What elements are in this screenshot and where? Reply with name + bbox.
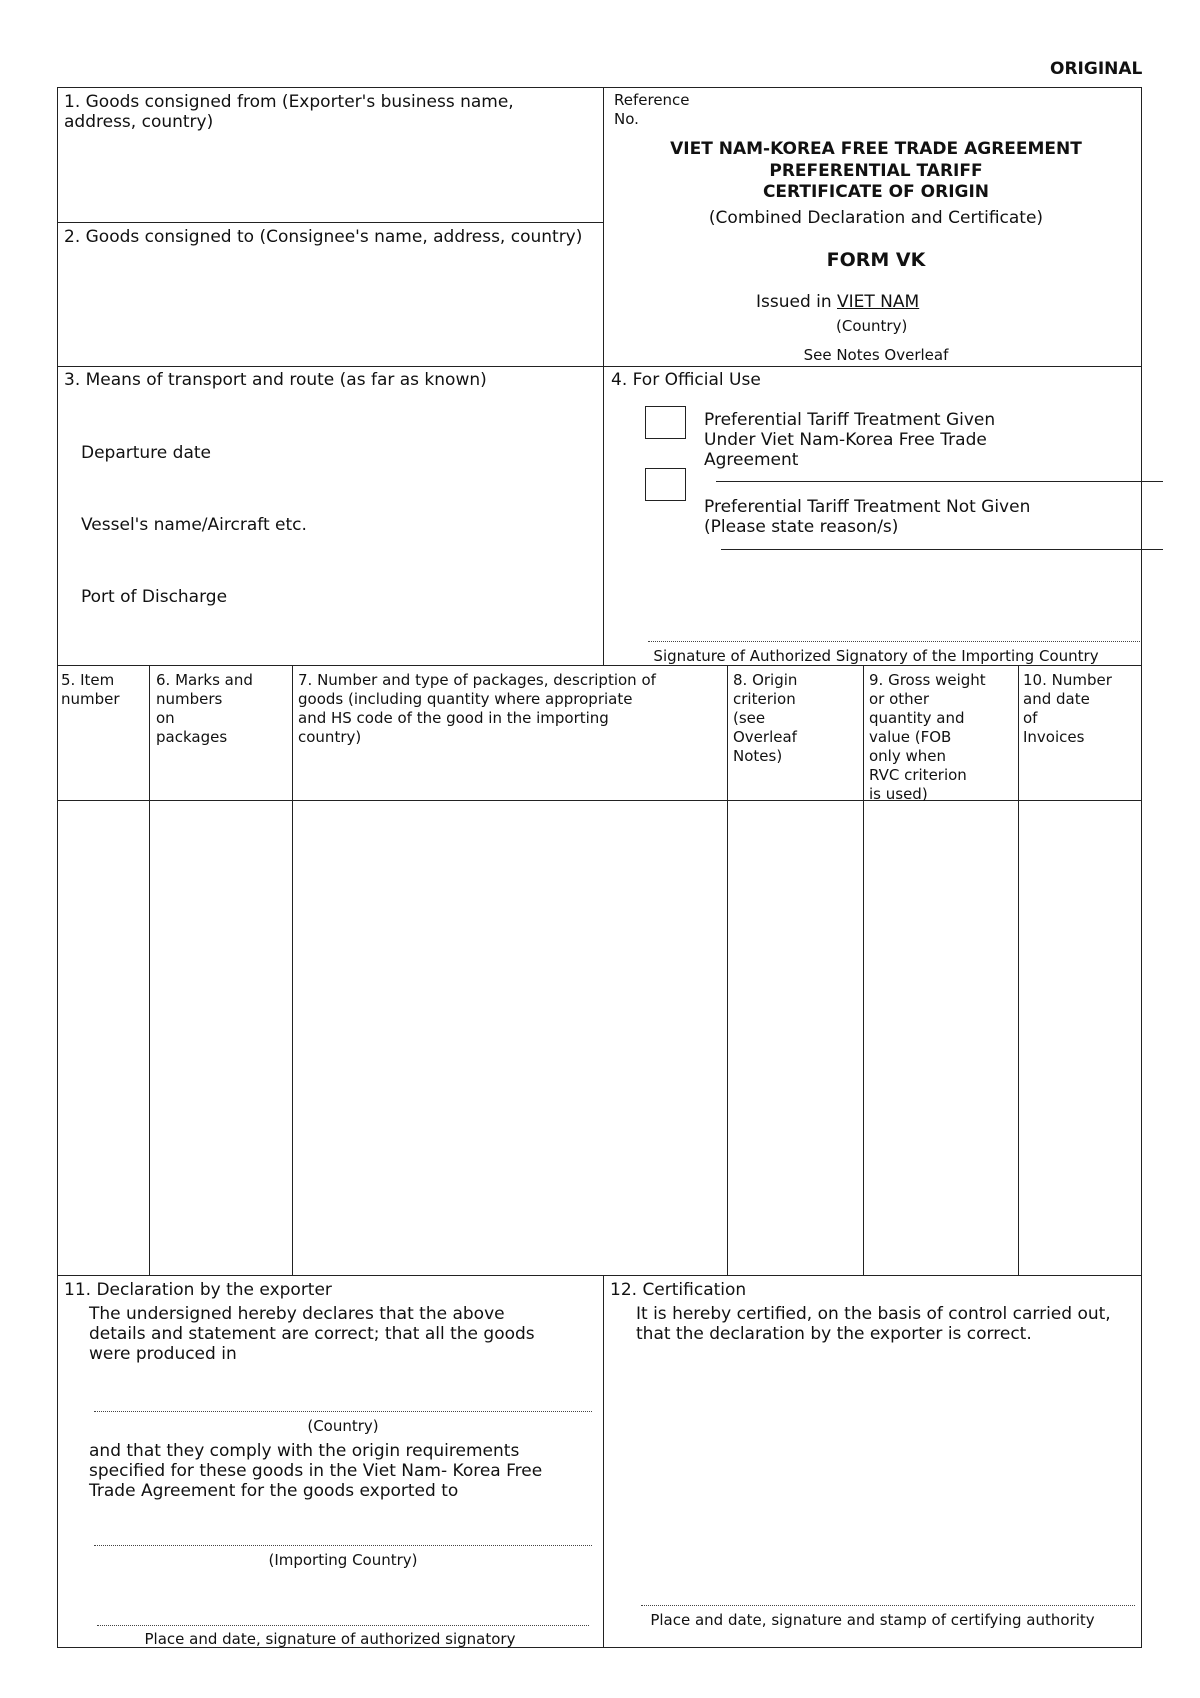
form-name: FORM VK <box>826 249 926 271</box>
subtitle: (Combined Declaration and Certificate) <box>708 208 1044 228</box>
title-line2: PREFERENTIAL TARIFF <box>769 161 983 181</box>
box11-text1: The undersigned hereby declares that the above details and statement are correct; that all the goods were produced in <box>89 1304 535 1364</box>
divider-h-box11 <box>57 1275 1142 1276</box>
box4-label: 4. For Official Use <box>611 370 761 390</box>
vessel-label: Vessel's name/Aircraft etc. <box>81 515 307 535</box>
title-line3: CERTIFICATE OF ORIGIN <box>762 182 990 202</box>
exporter-signature-line <box>97 1625 589 1626</box>
divider-v-col6 <box>292 665 293 1275</box>
box3-label: 3. Means of transport and route (as far as known) <box>64 370 487 390</box>
col7-entry[interactable] <box>294 802 726 1274</box>
divider-v-col9 <box>1018 665 1019 1275</box>
tariff-given-underline <box>716 481 1163 482</box>
divider-v-col7 <box>727 665 728 1275</box>
issued-in-label: Issued in <box>756 292 832 312</box>
col6-header: 6. Marks and numbers on packages <box>156 671 253 746</box>
certifying-signature-line <box>641 1605 1135 1606</box>
exporter-signature-caption: Place and date, signature of authorized signatory <box>144 1630 516 1648</box>
issued-country: VIET NAM <box>837 292 920 312</box>
box12-text: It is hereby certified, on the basis of control carried out, that the declaration by the exporter is correct. <box>636 1304 1111 1344</box>
col7-header: 7. Number and type of packages, description of goods (including quantity where appropriate and HS code of the good in the importing country) <box>298 671 656 746</box>
col8-entry[interactable] <box>729 802 862 1274</box>
importing-country-caption: (Importing Country) <box>268 1551 418 1569</box>
col10-entry[interactable] <box>1020 802 1140 1274</box>
tariff-not-given-label: Preferential Tariff Treatment Not Given (Please state reason/s) <box>704 497 1031 537</box>
divider-h-box3 <box>57 366 1142 367</box>
country-caption: (Country) <box>307 1417 379 1435</box>
certifying-signature-caption: Place and date, signature and stamp of certifying authority <box>650 1611 1095 1629</box>
box2-label: 2. Goods consigned to (Consignee's name, address, country) <box>64 227 583 247</box>
port-label: Port of Discharge <box>81 587 228 607</box>
country-caption-top: (Country) <box>836 317 908 335</box>
see-notes: See Notes Overleaf <box>803 346 949 364</box>
divider-v-col8 <box>863 665 864 1275</box>
title-line1: VIET NAM-KOREA FREE TRADE AGREEMENT <box>670 139 1082 159</box>
box12-label: 12. Certification <box>610 1280 747 1300</box>
departure-date-label: Departure date <box>81 443 211 463</box>
divider-v-col5 <box>149 665 150 1275</box>
produced-country-line <box>94 1411 592 1412</box>
col6-entry[interactable] <box>151 802 291 1274</box>
col9-header: 9. Gross weight or other quantity and value (FOB only when RVC criterion is used) <box>869 671 986 803</box>
importing-country-line <box>94 1545 592 1546</box>
importing-signature-line <box>648 641 1140 642</box>
reference-label: Reference No. <box>614 91 690 128</box>
box11-text2: and that they comply with the origin requirements specified for these goods in the Viet Nam- Korea Free Trade Agreement for the goods exported to <box>89 1441 543 1501</box>
col9-entry[interactable] <box>865 802 1017 1274</box>
importing-signature-caption: Signature of Authorized Signatory of the Importing Country <box>653 647 1099 665</box>
col8-header: 8. Origin criterion (see Overleaf Notes) <box>733 671 798 765</box>
copy-label: ORIGINAL <box>1050 59 1143 79</box>
col5-header: 5. Item number <box>61 671 120 708</box>
box11-label: 11. Declaration by the exporter <box>64 1280 332 1300</box>
reason-underline <box>721 549 1163 550</box>
tariff-given-label: Preferential Tariff Treatment Given Under Viet Nam-Korea Free Trade Agreement <box>704 410 996 470</box>
tariff-given-checkbox[interactable] <box>645 406 686 439</box>
col5-entry[interactable] <box>58 802 148 1274</box>
col10-header: 10. Number and date of Invoices <box>1023 671 1112 746</box>
divider-v-bottom <box>603 1275 604 1648</box>
box1-label: 1. Goods consigned from (Exporter's business name, address, country) <box>64 92 514 132</box>
tariff-not-given-checkbox[interactable] <box>645 468 686 501</box>
divider-h-box1 <box>57 222 603 223</box>
